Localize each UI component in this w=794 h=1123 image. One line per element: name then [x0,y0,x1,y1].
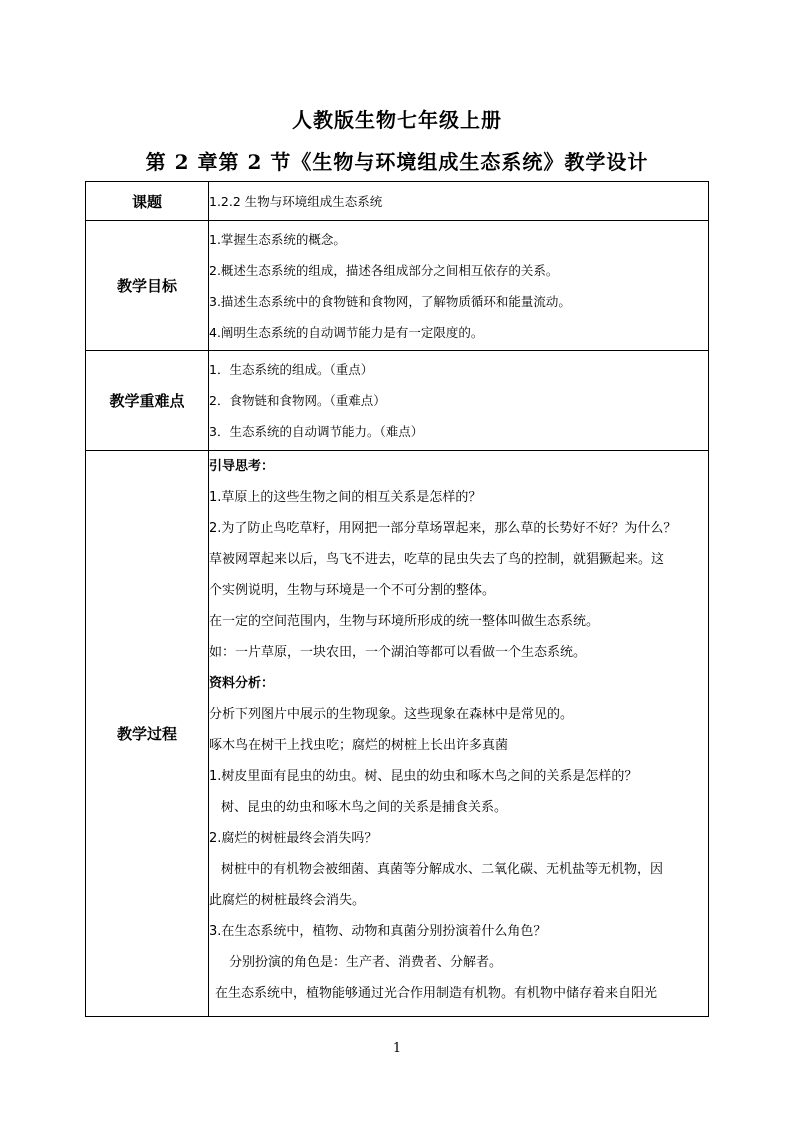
key-points-content [209,351,709,451]
process-row [86,451,709,1017]
process-line: 树、昆虫的幼虫和啄木鸟之间的关系是捕食关系。 [221,800,508,815]
key-points-row [86,351,709,451]
goal-item: 4.阐明生态系统的自动调节能力是有一定限度的。 [209,324,484,340]
process-line: 在生态系统中，植物能够通过光合作用制造有机物。有机物中储存着来自阳光 [215,986,658,1001]
key-point-item: 2．食物链和食物网。（重难点） [209,393,386,408]
process-line: 此腐烂的树桩最终会消失。 [209,893,366,908]
process-line: 2.腐烂的树桩最终会消失吗？ [209,831,378,846]
topic-label: 课题 [86,182,209,221]
goal-item: 2.概述生态系统的组成，描述各组成部分之间相互依存的关系。 [209,262,559,278]
process-label: 教学过程 [86,451,209,1017]
lesson-plan-table [85,181,709,1017]
key-point-item: 3．生态系统的自动调节能力。（难点） [209,424,424,439]
process-line: 分别扮演的角色是：生产者、消费者、分解者。 [229,955,503,970]
key-points-label: 教学重难点 [86,351,209,451]
process-line: 分析下列图片中展示的生物现象。这些现象在森林中是常见的。 [209,707,574,722]
process-line: 1.树皮里面有昆虫的幼虫。树、昆虫的幼虫和啄木鸟之间的关系是怎样的？ [209,769,638,784]
goal-item: 3.描述生态系统中的食物链和食物网，了解物质循环和能量流动。 [209,293,571,309]
process-line: 树桩中的有机物会被细菌、真菌等分解成水、二氧化碳、无机盐等无机物，因 [221,862,664,877]
document-subtitle: 第 2 章第 2 节《生物与环境组成生态系统》教学设计 [145,150,649,174]
goals-row [86,221,709,351]
process-line: 2.为了防止鸟吃草籽，用网把一部分草场罩起来，那么草的长势好不好？为什么？ [209,521,677,536]
section-heading: 引导思考： [209,459,275,474]
process-line: 在一定的空间范围内，生物与环境所形成的统一整体叫做生态系统。 [209,614,600,629]
goal-item: 1.掌握生态系统的概念。 [209,231,346,247]
page-number: 1 [392,1041,402,1056]
process-line: 3.在生态系统中，植物、动物和真菌分别扮演着什么角色？ [209,924,547,939]
process-line: 1.草原上的这些生物之间的相互关系是怎样的？ [209,490,482,505]
process-line: 如：一片草原，一块农田，一个湖泊等都可以看做一个生态系统。 [209,645,587,660]
process-line: 草被网罩起来以后，鸟飞不进去，吃草的昆虫失去了鸟的控制，就猖獗起来。这 [209,552,665,567]
process-line: 啄木鸟在树干上找虫吃；腐烂的树桩上长出许多真菌 [209,738,509,753]
process-content [209,451,709,1017]
process-line: 个实例说明，生物与环境是一个不可分割的整体。 [209,583,496,598]
topic-value: 1.2.2 生物与环境组成生态系统 [209,182,709,221]
goals-label: 教学目标 [86,221,209,351]
goals-content [209,221,709,351]
document-title: 人教版生物七年级上册 [292,108,502,132]
key-point-item: 1．生态系统的组成。（重点） [209,362,374,377]
topic-row [86,182,709,221]
section-heading: 资料分析： [209,676,275,691]
